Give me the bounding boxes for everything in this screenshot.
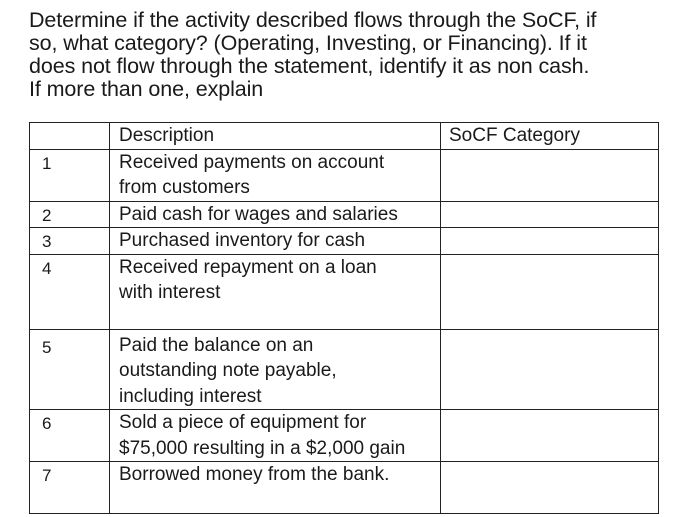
instructions-line: does not flow through the statement, identify it as non cash. — [29, 54, 590, 78]
table-row — [30, 149, 659, 201]
category-cell[interactable] — [441, 228, 659, 255]
category-cell[interactable] — [441, 462, 659, 514]
instructions-line: Determine if the activity described flows through the SoCF, if — [29, 8, 597, 32]
table-row — [30, 228, 659, 255]
description-line: Paid cash for wages and salaries — [119, 203, 398, 225]
header-description: Description — [110, 123, 441, 150]
category-cell[interactable] — [441, 201, 659, 228]
row-description — [110, 228, 441, 255]
category-cell[interactable] — [441, 329, 659, 410]
socf-table — [29, 122, 659, 514]
description-line: Sold a piece of equipment for — [119, 412, 367, 433]
row-number: 7 — [30, 462, 110, 514]
row-description — [110, 254, 441, 329]
row-number: 4 — [30, 254, 110, 329]
table-row — [30, 462, 659, 514]
instructions-text — [29, 9, 679, 101]
table-header-row — [30, 123, 659, 150]
description-line: from customers — [119, 177, 250, 198]
category-cell[interactable] — [441, 254, 659, 329]
instructions-line: so, what category? (Operating, Investing, or Financing). If it — [29, 31, 587, 55]
table-row — [30, 201, 659, 228]
table-row — [30, 410, 659, 462]
description-line: Paid the balance on an — [119, 334, 314, 356]
row-number: 6 — [30, 410, 110, 462]
description-line: Received repayment on a loan — [119, 256, 377, 278]
row-description — [110, 462, 441, 514]
row-number: 1 — [30, 149, 110, 201]
table-row — [30, 254, 659, 329]
instructions-line: If more than one, explain — [29, 77, 264, 101]
description-line: $75,000 resulting in a $2,000 gain — [119, 437, 406, 459]
row-description — [110, 201, 441, 228]
description-line: outstanding note payable, — [119, 360, 337, 381]
category-cell[interactable] — [441, 149, 659, 201]
row-number: 2 — [30, 201, 110, 228]
description-line: Borrowed money from the bank. — [119, 464, 390, 485]
description-line: including interest — [119, 385, 262, 407]
row-number: 3 — [30, 228, 110, 255]
row-description — [110, 149, 441, 201]
category-cell[interactable] — [441, 410, 659, 462]
table-row — [30, 329, 659, 410]
row-description — [110, 410, 441, 462]
description-line: Purchased inventory for cash — [119, 230, 366, 251]
description-line: Received payments on account — [119, 151, 385, 173]
header-number — [30, 123, 110, 150]
row-number: 5 — [30, 329, 110, 410]
header-category: SoCF Category — [441, 123, 659, 150]
description-line: with interest — [119, 282, 221, 303]
row-description — [110, 329, 441, 410]
